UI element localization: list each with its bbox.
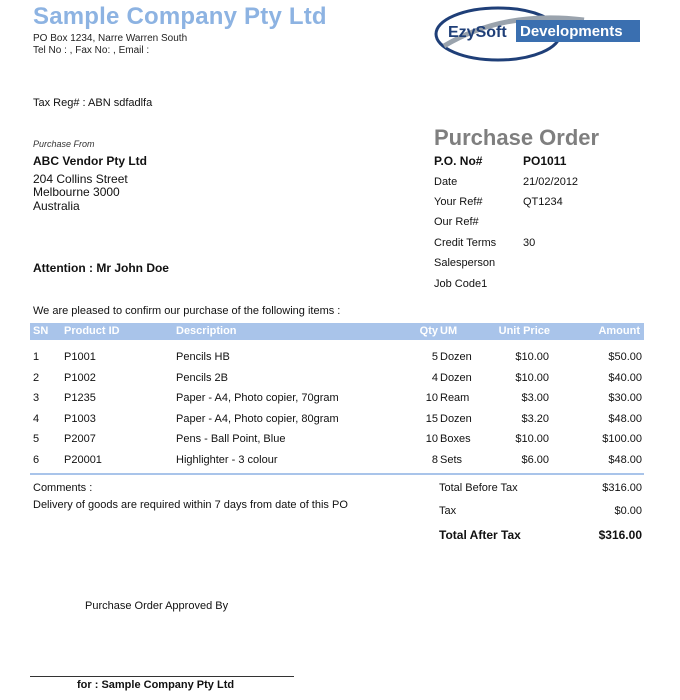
cell-unit-price: $3.00 [521,392,549,404]
tax-value: $0.00 [614,505,642,517]
cell-description: Highlighter - 3 colour [176,454,278,466]
header-amount: Amount [598,325,640,337]
cell-qty: 8 [431,454,438,466]
cell-product-id: P2007 [64,433,96,445]
cell-amount: $40.00 [608,372,642,384]
cell-unit-price: $6.00 [521,454,549,466]
table-row [30,413,644,433]
salesperson-label: Salesperson [434,257,496,269]
approval-label: Purchase Order Approved By [85,600,229,612]
cell-description: Paper - A4, Photo copier, 70gram [176,392,339,404]
cell-qty: 10 [425,433,438,445]
company-name: Sample Company Pty Ltd [33,3,327,30]
logo-text-right: Developments [520,23,623,40]
date-label: Date [434,176,458,188]
cell-description: Pencils HB [176,351,230,363]
cell-unit-price: $10.00 [515,351,549,363]
total-before-tax-value: $316.00 [602,482,642,494]
cell-amount: $30.00 [608,392,642,404]
cell-sn: 5 [33,433,40,445]
credit-terms-value: 30 [523,237,536,249]
cell-amount: $48.00 [608,413,642,425]
cell-um: Sets [440,454,463,466]
cell-description: Pens - Ball Point, Blue [176,433,286,445]
cell-amount: $48.00 [608,454,642,466]
header-qty: Qty [419,325,438,337]
items-table-header [30,323,644,340]
table-row [30,351,644,371]
logo-graphic [434,6,642,62]
cell-qty: 15 [425,413,438,425]
header-um: UM [440,325,458,337]
signature-for: for : Sample Company Pty Ltd [77,679,235,691]
credit-terms-label: Credit Terms [434,237,497,249]
tax-label: Tax [439,505,457,517]
cell-unit-price: $3.20 [521,413,549,425]
cell-sn: 1 [33,351,40,363]
your-ref-value: QT1234 [523,196,563,208]
total-before-tax-label: Total Before Tax [439,482,518,494]
date-value: 21/02/2012 [523,176,579,188]
vendor-street: 204 Collins Street [33,172,128,186]
company-contact: Tel No : , Fax No: , Email : [33,45,150,56]
cell-product-id: P1001 [64,351,96,363]
table-bottom-rule [30,473,644,475]
cell-sn: 2 [33,372,40,384]
cell-um: Dozen [440,372,472,384]
document-title: Purchase Order [434,125,600,150]
cell-qty: 4 [431,372,438,384]
cell-description: Pencils 2B [176,372,228,384]
table-row [30,433,644,453]
cell-product-id: P1002 [64,372,96,384]
cell-qty: 10 [425,392,438,404]
po-number-label: P.O. No# [434,154,483,168]
signature-line [30,676,294,677]
tax-registration: Tax Reg# : ABN sdfadlfa [33,97,153,109]
job-code-label: Job Code1 [434,278,488,290]
purchase-from-label: Purchase From [33,139,95,149]
cell-unit-price: $10.00 [515,372,549,384]
header-unit-price: Unit Price [498,325,550,337]
cell-description: Paper - A4, Photo copier, 80gram [176,413,339,425]
your-ref-label: Your Ref# [434,196,483,208]
cell-sn: 6 [33,454,40,466]
header-product-id: Product ID [64,325,120,337]
cell-um: Dozen [440,351,472,363]
cell-unit-price: $10.00 [515,433,549,445]
comments-label: Comments : [33,482,93,494]
attention-line: Attention : Mr John Doe [33,261,169,275]
header-sn: SN [33,325,49,337]
cell-sn: 3 [33,392,40,404]
table-row [30,454,644,474]
cell-product-id: P20001 [64,454,102,466]
cell-um: Boxes [440,433,471,445]
po-number-value: PO1011 [523,154,567,168]
cell-qty: 5 [431,351,438,363]
table-row [30,392,644,412]
vendor-name: ABC Vendor Pty Ltd [33,154,148,168]
vendor-country: Australia [33,199,80,213]
cell-amount: $50.00 [608,351,642,363]
our-ref-label: Our Ref# [434,216,479,228]
comments-text: Delivery of goods are required within 7 days from date of this PO [33,499,348,511]
total-after-tax-label: Total After Tax [439,528,521,542]
cell-amount: $100.00 [602,433,642,445]
total-after-tax-value: $316.00 [598,528,642,542]
cell-um: Ream [440,392,470,404]
company-logo [434,6,642,62]
cell-product-id: P1003 [64,413,96,425]
cell-um: Dozen [440,413,472,425]
intro-text: We are pleased to confirm our purchase of the following items : [33,305,341,317]
table-row [30,372,644,392]
cell-sn: 4 [33,413,40,425]
company-address: PO Box 1234, Narre Warren South [33,33,188,44]
logo-text-left: EzySoft [448,24,507,41]
vendor-city: Melbourne 3000 [33,185,120,199]
header-description: Description [176,325,237,337]
cell-product-id: P1235 [64,392,96,404]
